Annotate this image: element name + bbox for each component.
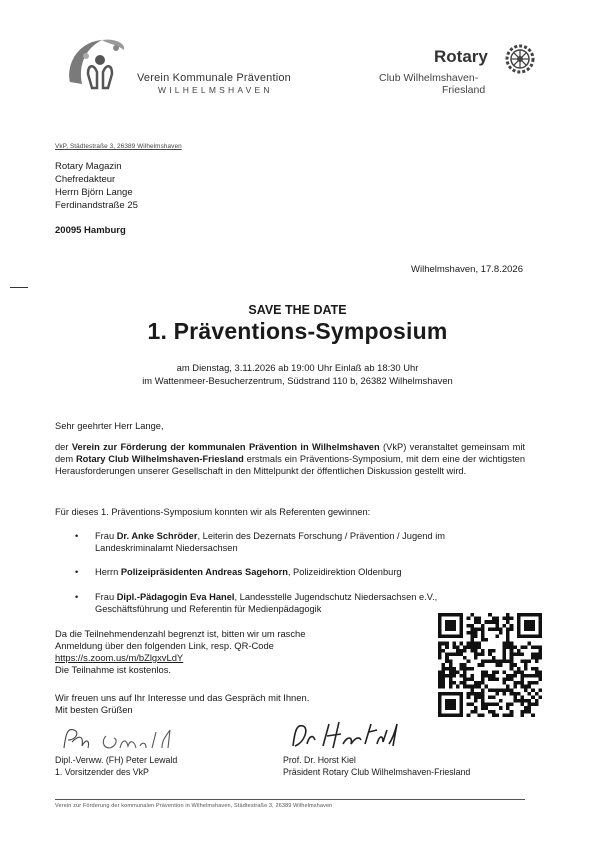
- recipient-city: 20095 Hamburg: [55, 225, 126, 236]
- intro-paragraph: [55, 441, 525, 478]
- verein-full-name: Verein zur Förderung der kommunalen Prävention in Wilhelmshaven: [71, 442, 380, 452]
- intro-text: (VkP) veranstaltet gemeinsam mit dem: [55, 442, 525, 465]
- address-line: Chefredakteur: [55, 174, 116, 185]
- speaker-description: , Leiterin des Dezernats Forschung / Prävention / Jugend im Landeskriminalamt Niedersachsen: [95, 531, 446, 554]
- event-details: [0, 362, 595, 387]
- rotary-club-full-name: Rotary Club Wilhelmshaven-Friesland: [75, 454, 244, 465]
- page-title: 1. Präventions-Symposium: [147, 318, 448, 344]
- registration-text: Da die Teilnehmendenzahl begrenzt ist, bitten wir um rasche: [55, 628, 306, 639]
- salutation: Sehr geehrter Herr Lange,: [55, 421, 164, 431]
- closing-greeting: Mit besten Grüßen: [55, 704, 133, 715]
- speaker-description: , Landesstelle Jugendschutz Niedersachsen e.V., Geschäftsführung und Referentin für Medienpädagogik: [95, 591, 438, 614]
- signature-lewald: [58, 722, 188, 756]
- intro-text: der: [55, 442, 72, 452]
- closing-text: Wir freuen uns auf Ihr Interesse und das Gespräch mit Ihnen.: [55, 692, 310, 703]
- rotary-club-name: Club Wilhelmshaven-: [379, 72, 479, 84]
- speakers-intro: Für dieses 1. Präventions-Symposium konnten wir als Referenten gewinnen:: [55, 507, 371, 517]
- list-item: [75, 530, 485, 554]
- footer-address: Verein zur Förderung der kommunalen Prävention in Wilhelmshaven, Städtestraße 3, 26389 Wilhelmshaven: [55, 803, 333, 809]
- list-item: [75, 566, 485, 578]
- list-item: [75, 591, 485, 615]
- address-line: Ferdinandstraße 25: [55, 200, 138, 211]
- speaker-prefix: Herrn: [95, 567, 121, 578]
- speaker-name: Dr. Anke Schröder: [116, 531, 198, 541]
- registration-link[interactable]: https://s.zoom.us/m/bZlgxvLdY: [55, 652, 184, 663]
- intro-text: erstmals ein Präventions-Symposium, mit dem eine der wichtigsten Herausforderungen unserer Gesellschaft in den Mittelpunkt der öffentlichen Diskussion gestellt wird.: [55, 454, 526, 477]
- fold-mark: [10, 287, 28, 288]
- registration-block: [55, 628, 425, 676]
- signatory-lewald: [55, 755, 177, 778]
- event-date-time: am Dienstag, 3.11.2026 ab 19:00 Uhr Einlaß ab 18:30 Uhr: [176, 362, 419, 373]
- closing-block: [55, 692, 309, 716]
- signature-kiel: [285, 716, 405, 756]
- letter-date: Wilhelmshaven, 17.8.2026: [411, 264, 523, 275]
- speaker-name: Dipl.-Pädagogin Eva Hanel: [116, 591, 235, 602]
- save-the-date-heading: SAVE THE DATE: [248, 303, 347, 317]
- speaker-prefix: Frau: [95, 591, 117, 602]
- signatory-role: 1. Vorsitzender des VkP: [55, 766, 149, 777]
- registration-text: Anmeldung über den folgenden Link, resp. QR-Code: [55, 640, 274, 651]
- rotary-wordmark: Rotary: [434, 47, 488, 66]
- speaker-prefix: Frau: [95, 531, 117, 541]
- registration-qr-code[interactable]: [438, 613, 542, 717]
- signatory-role: Präsident Rotary Club Wilhelmshaven-Friesland: [283, 766, 471, 777]
- signatory-name: Dipl.-Verww. (FH) Peter Lewald: [55, 755, 178, 765]
- address-line: Herrn Björn Lange: [55, 187, 133, 198]
- verein-name: Verein Kommunale Prävention: [137, 72, 291, 84]
- vkp-logo: [64, 34, 136, 96]
- sender-line: VkP, Städtestraße 3, 26389 Wilhelmshaven: [55, 143, 182, 150]
- rotary-club-region: Friesland: [442, 84, 486, 96]
- speaker-description: , Polizeidirektion Oldenburg: [287, 567, 402, 578]
- rotary-wheel-icon: [503, 42, 537, 76]
- address-line: Rotary Magazin: [55, 161, 122, 172]
- speaker-name: Polizeipräsidenten Andreas Sagehorn: [120, 567, 288, 578]
- signatory-name: Prof. Dr. Horst Kiel: [283, 755, 356, 765]
- registration-free-note: Die Teilnahme ist kostenlos.: [55, 664, 172, 675]
- footer-divider: [55, 799, 525, 800]
- event-location: im Wattenmeer-Besucherzentrum, Südstrand 110 b, 26382 Wilhelmshaven: [142, 374, 453, 386]
- speakers-list: [75, 530, 485, 627]
- recipient-address: [55, 160, 138, 212]
- signatory-kiel: [283, 755, 470, 778]
- verein-city: WILHELMSHAVEN: [158, 85, 273, 95]
